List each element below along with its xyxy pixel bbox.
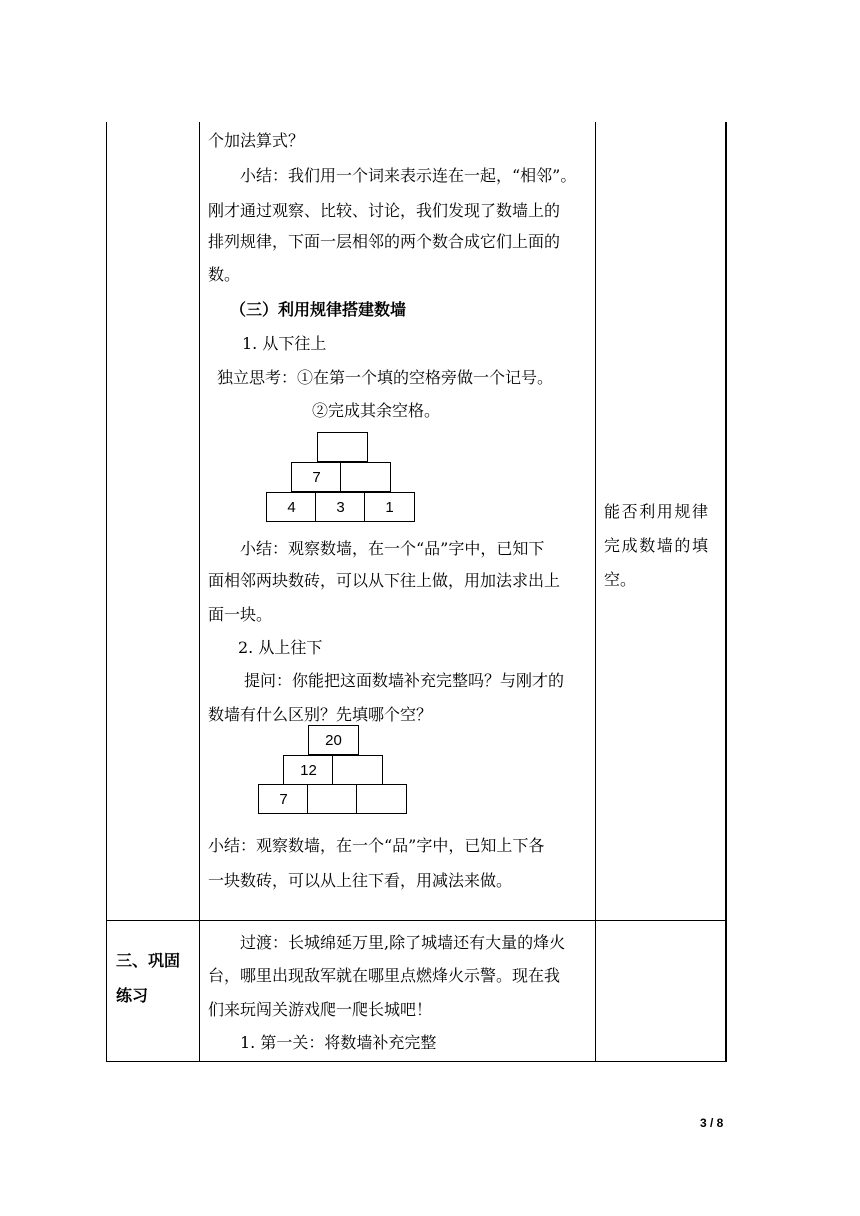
row-divider: [107, 920, 725, 921]
wall-brick[interactable]: 12: [283, 755, 334, 785]
text-line: 一块数砖，可以从上往下看，用减法来做。: [208, 871, 513, 890]
text-line: 提问：你能把这面数墙补充完整吗？与刚才的: [244, 671, 565, 690]
text-line: 面一块。: [208, 605, 273, 624]
text-line: 们来玩闯关游戏爬一爬长城吧！: [208, 1000, 433, 1019]
text-line: 1. 从下往上: [242, 334, 327, 353]
lesson-table: [106, 122, 727, 1062]
text-line: 数墙有什么区别？先填哪个空？: [208, 705, 433, 724]
text-line: 小结：观察数墙，在一个“品”字中，已知上下各: [208, 836, 545, 855]
text-line: 刚才通过观察、比较、讨论，我们发现了数墙上的: [208, 201, 561, 220]
wall-brick[interactable]: 7: [258, 784, 309, 814]
text-line: 独立思考：①在第一个填的空格旁做一个记号。: [217, 368, 554, 387]
text-line: ②完成其余空格。: [312, 401, 441, 420]
wall-brick[interactable]: 4: [266, 492, 317, 522]
section-heading: （三）利用规律搭建数墙: [230, 300, 407, 319]
stage-label: 练习: [116, 986, 149, 1005]
wall-brick[interactable]: [317, 432, 368, 462]
text-line: 台，哪里出现敌军就在哪里点燃烽火示警。现在我: [208, 966, 561, 985]
assessment-note: 空。: [604, 570, 637, 589]
wall-brick[interactable]: 1: [364, 492, 415, 522]
text-line: 数。: [208, 265, 241, 284]
text-line: 2. 从上往下: [238, 638, 323, 657]
wall-brick[interactable]: 3: [315, 492, 366, 522]
stage-label: 三、巩固: [116, 951, 181, 970]
text-line: 面相邻两块数砖，可以从下往上做，用加法求出上: [208, 571, 561, 590]
wall-brick[interactable]: [307, 784, 358, 814]
page-number: 3 / 8: [700, 1116, 724, 1130]
text-line: 个加法算式？: [208, 131, 305, 150]
assessment-note: 能否利用规律: [604, 502, 710, 521]
wall-brick[interactable]: [340, 462, 391, 492]
text-line: 小结：我们用一个词来表示连在一起，“相邻”。: [240, 166, 577, 185]
wall-brick[interactable]: [332, 755, 383, 785]
wall-brick[interactable]: 7: [291, 462, 342, 492]
assessment-note: 完成数墙的填: [604, 536, 710, 555]
text-line: 小结：观察数墙，在一个“品”字中，已知下: [240, 539, 545, 558]
text-line: 过渡：长城绵延万里,除了城墙还有大量的烽火: [240, 933, 566, 952]
text-line: 1. 第一关：将数墙补充完整: [240, 1033, 437, 1052]
text-line: 排列规律，下面一层相邻的两个数合成它们上面的: [208, 232, 561, 251]
wall-brick[interactable]: 20: [308, 725, 359, 755]
wall-brick[interactable]: [356, 784, 407, 814]
